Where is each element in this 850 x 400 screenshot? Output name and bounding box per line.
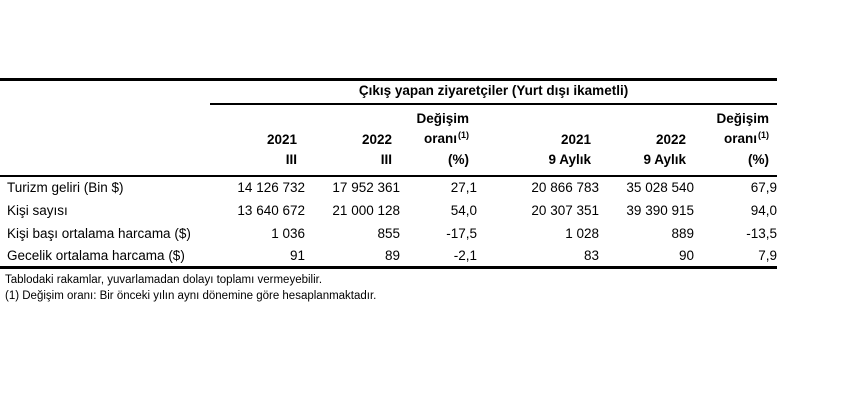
col-header-line: III [380,151,392,167]
stub-cell [0,104,210,176]
row-label: Kişi başı ortalama harcama ($) [7,225,191,241]
tourism-statistics-table [0,78,777,269]
cell-value: 91 [289,247,305,263]
cell-value: -13,5 [746,225,778,241]
col-header-line: 2022 [655,131,686,147]
cell-value: 20 307 351 [531,202,599,218]
group-header-row [0,80,777,104]
row-label: Turizm geliri (Bin $) [7,180,124,195]
cell-value: 94,0 [750,202,778,218]
col-header-line: 9 Aylık [643,151,686,167]
cell-value: -17,5 [446,225,477,241]
cell-value: 1 028 [565,225,599,241]
cell-value: 83 [583,247,599,263]
footnote-change-rate-definition: (1) Değişim oranı: Bir önceki yılın aynı dönemine göre hesaplanmaktadır. [5,290,377,302]
col-header-line: III [285,151,297,167]
cell-value: 20 866 783 [531,180,599,195]
row-label: Kişi sayısı [7,202,68,218]
footnote-marker: (1) [458,129,469,140]
cell-value: 17 952 361 [332,180,400,195]
corner-cell [0,80,210,104]
col-header-change-rate-9month [694,104,777,176]
cell-value: 35 028 540 [626,180,694,195]
table-group-header: Çıkış yapan ziyaretçiler (Yurt dışı ikametli) [210,80,777,104]
cell-value: 14 126 732 [237,180,305,195]
cell-value: 889 [671,225,694,241]
col-header-line: Değişim [716,110,770,126]
cell-value: 89 [384,247,400,263]
col-header-2021-q3 [210,104,305,176]
col-header-line [694,129,769,150]
cell-value: 13 640 672 [237,202,305,218]
col-header-line: 2022 [361,131,392,147]
col-header-2022-9month [599,104,694,176]
table-row-number-of-persons [0,199,777,222]
col-header-line: 9 Aylık [548,151,591,167]
table-row-tourism-income [0,176,777,199]
cell-value: 67,9 [750,180,778,195]
cell-value: 21 000 128 [332,202,400,218]
col-header-change-rate-q3 [400,104,477,176]
cell-value: 27,1 [450,180,477,195]
col-header-2022-q3 [305,104,400,176]
cell-value: 90 [678,247,694,263]
col-header-line: 2021 [560,131,591,147]
table-row-avg-expenditure-per-capita [0,222,777,245]
col-header-line: 2021 [266,131,297,147]
col-header-2021-9month [477,104,599,176]
row-label: Gecelik ortalama harcama ($) [7,247,185,263]
footnote-marker: (1) [758,129,770,140]
col-header-line: (%) [748,151,770,167]
cell-value: 39 390 915 [626,202,694,218]
cell-value: 1 036 [271,225,305,241]
col-header-word: oranı [724,130,758,146]
cell-value: 7,9 [758,247,778,263]
col-header-line: Değişim [416,110,469,126]
footnotes [0,272,850,304]
table-row-avg-expenditure-per-night [0,245,777,268]
cell-value: 855 [377,225,400,241]
column-header-row [0,104,777,176]
col-header-line: (%) [448,151,469,167]
cell-value: 54,0 [450,202,477,218]
col-header-line [400,129,469,150]
cell-value: -2,1 [453,247,477,263]
footnote-rounding: Tablodaki rakamlar, yuvarlamadan dolayı toplamı vermeyebilir. [5,274,323,286]
col-header-word: oranı [423,130,457,146]
